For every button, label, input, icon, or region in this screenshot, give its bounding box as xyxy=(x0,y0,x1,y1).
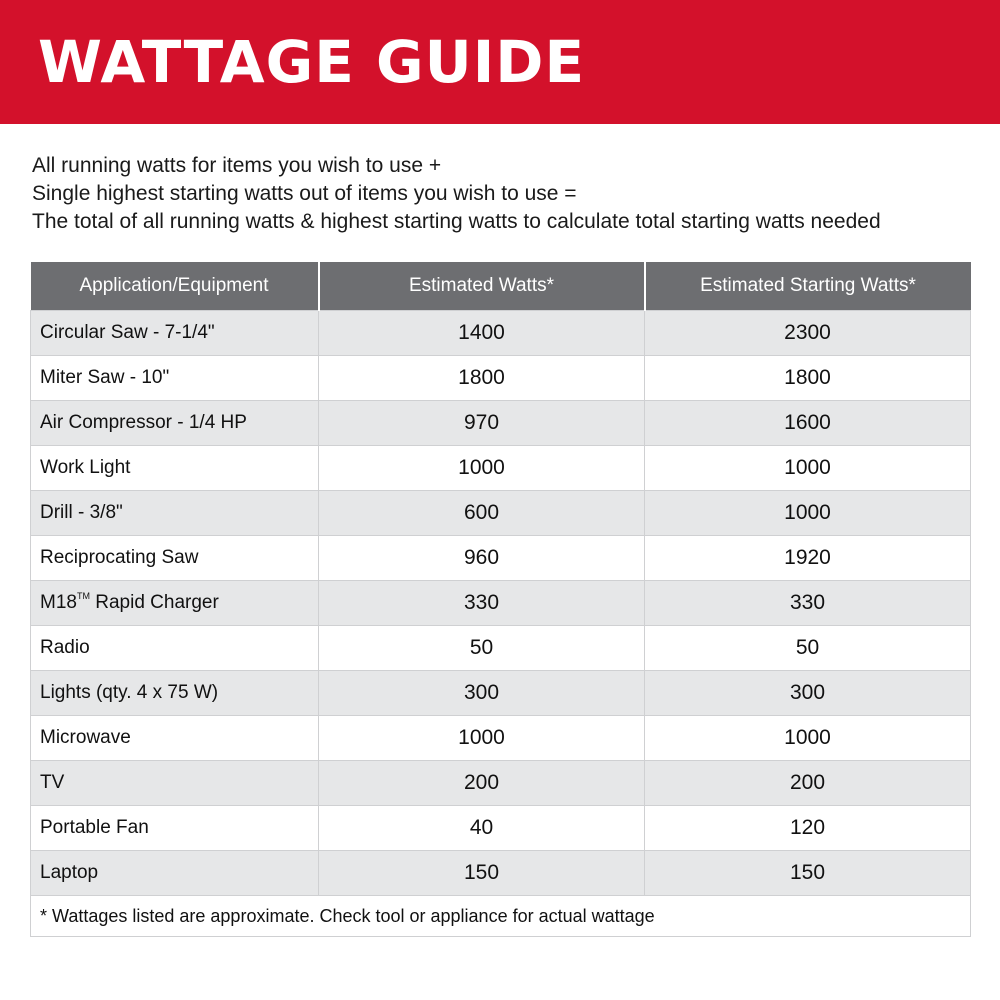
table-row xyxy=(31,806,971,851)
watts-cell: 1000 xyxy=(319,446,645,491)
equipment-cell: Reciprocating Saw xyxy=(31,536,319,581)
column-header-starting-watts: Estimated Starting Watts* xyxy=(645,262,971,311)
table-row xyxy=(31,581,971,626)
starting-watts-cell: 50 xyxy=(645,626,971,671)
watts-cell: 40 xyxy=(319,806,645,851)
table-row xyxy=(31,446,971,491)
column-header-equipment: Application/Equipment xyxy=(31,262,319,311)
starting-watts-cell: 1920 xyxy=(645,536,971,581)
starting-watts-cell: 1000 xyxy=(645,491,971,536)
trademark-mark: TM xyxy=(76,591,90,601)
starting-watts-cell: 120 xyxy=(645,806,971,851)
starting-watts-cell: 1800 xyxy=(645,356,971,401)
watts-cell: 960 xyxy=(319,536,645,581)
starting-watts-cell: 1000 xyxy=(645,716,971,761)
intro-text xyxy=(32,152,972,236)
equipment-cell: TV xyxy=(31,761,319,806)
watts-cell: 50 xyxy=(319,626,645,671)
table-row xyxy=(31,401,971,446)
footnote-text: * Wattages listed are approximate. Check tool or appliance for actual wattage xyxy=(31,896,971,937)
equipment-cell: Drill - 3/8" xyxy=(31,491,319,536)
wattage-table xyxy=(30,262,971,937)
watts-cell: 1800 xyxy=(319,356,645,401)
starting-watts-cell: 1000 xyxy=(645,446,971,491)
watts-cell: 330 xyxy=(319,581,645,626)
equipment-cell: Microwave xyxy=(31,716,319,761)
table-row xyxy=(31,491,971,536)
header-banner xyxy=(0,0,1000,124)
equipment-name: M18 xyxy=(40,592,77,613)
table-header-row xyxy=(31,262,971,311)
table-row xyxy=(31,851,971,896)
table-row xyxy=(31,626,971,671)
equipment-name-suffix: Rapid Charger xyxy=(89,592,219,613)
watts-cell: 1400 xyxy=(319,311,645,356)
table-row xyxy=(31,356,971,401)
starting-watts-cell: 2300 xyxy=(645,311,971,356)
watts-cell: 200 xyxy=(319,761,645,806)
equipment-cell: Radio xyxy=(31,626,319,671)
equipment-cell: Laptop xyxy=(31,851,319,896)
equipment-cell: Work Light xyxy=(31,446,319,491)
watts-cell: 1000 xyxy=(319,716,645,761)
equipment-cell: Lights (qty. 4 x 75 W) xyxy=(31,671,319,716)
table-row xyxy=(31,311,971,356)
intro-line-1: All running watts for items you wish to use + xyxy=(32,154,442,177)
starting-watts-cell: 1600 xyxy=(645,401,971,446)
watts-cell: 150 xyxy=(319,851,645,896)
starting-watts-cell: 330 xyxy=(645,581,971,626)
page-title: WATTAGE GUIDE xyxy=(38,28,586,96)
starting-watts-cell: 300 xyxy=(645,671,971,716)
starting-watts-cell: 150 xyxy=(645,851,971,896)
column-header-watts: Estimated Watts* xyxy=(319,262,645,311)
watts-cell: 300 xyxy=(319,671,645,716)
watts-cell: 970 xyxy=(319,401,645,446)
table-row xyxy=(31,716,971,761)
intro-line-2: Single highest starting watts out of items you wish to use = xyxy=(32,182,577,205)
footnote-row xyxy=(31,896,971,937)
table-row xyxy=(31,671,971,716)
equipment-cell: Circular Saw - 7-1/4" xyxy=(31,311,319,356)
equipment-cell: Miter Saw - 10" xyxy=(31,356,319,401)
starting-watts-cell: 200 xyxy=(645,761,971,806)
intro-line-3: The total of all running watts & highest starting watts to calculate total starting watts needed xyxy=(32,210,881,233)
watts-cell: 600 xyxy=(319,491,645,536)
equipment-cell: Air Compressor - 1/4 HP xyxy=(31,401,319,446)
table-row xyxy=(31,536,971,581)
table-row xyxy=(31,761,971,806)
equipment-cell xyxy=(31,581,319,626)
equipment-cell: Portable Fan xyxy=(31,806,319,851)
